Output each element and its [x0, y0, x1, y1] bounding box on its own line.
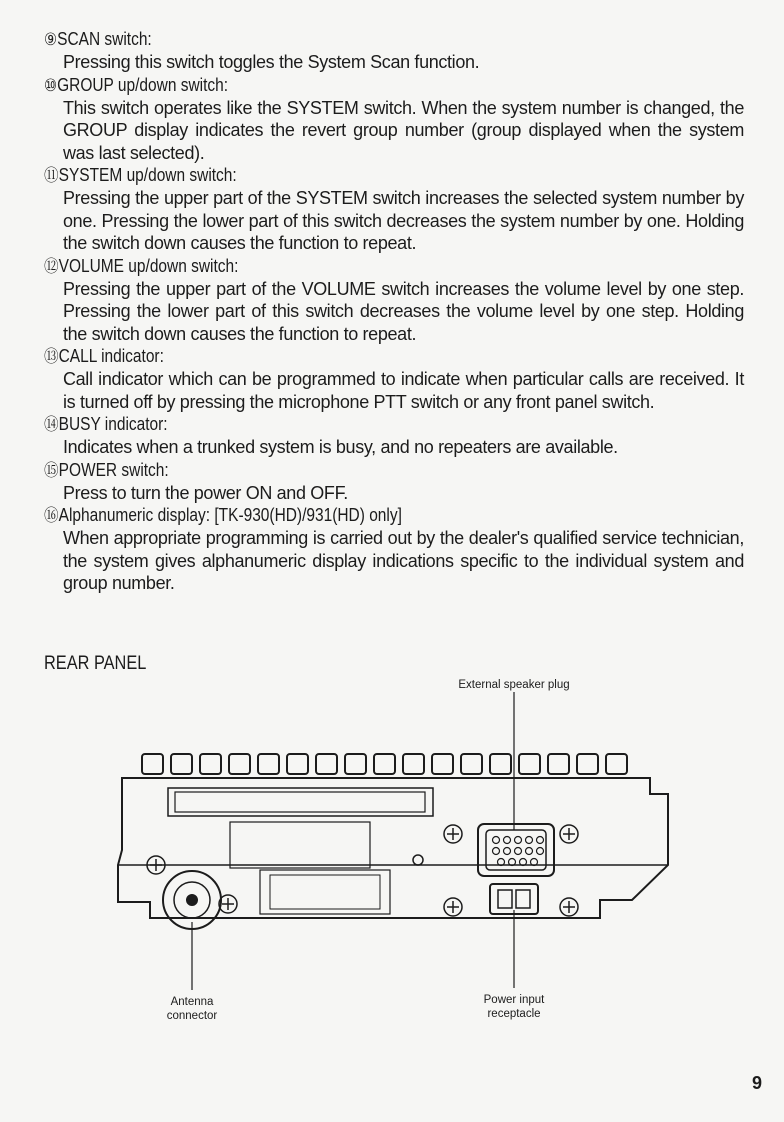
callout-external-speaker: External speaker plug — [458, 679, 570, 691]
item-description: When appropriate programming is carried out by the dealer's qualified service technician, the system gives alphanumeric display indications specific to the individual system and group number. — [63, 528, 744, 593]
rear-panel-heading: REAR PANEL — [44, 653, 147, 674]
speaker-plug-icon — [478, 824, 554, 876]
rear-panel-diagram — [0, 670, 784, 1030]
item-heading — [44, 74, 646, 97]
item-title: CALL indicator: — [58, 346, 164, 366]
item-heading — [44, 459, 646, 482]
item-scan-switch — [44, 28, 744, 74]
item-heading — [44, 413, 646, 436]
item-description: Indicates when a trunked system is busy, and no repeaters are available. — [63, 437, 618, 457]
item-heading — [44, 345, 646, 368]
item-number: ⑩ — [44, 75, 58, 95]
item-number: ⑨ — [44, 30, 58, 49]
page-number: 9 — [751, 1073, 762, 1093]
item-description: Pressing the upper part of the SYSTEM switch increases the selected system number by one. Pressing the lower part of this switch decreases the system number by one. Holding the switch down causes the function to repeat. — [63, 188, 744, 253]
callout-antenna-line2: connector — [166, 1010, 218, 1022]
power-receptacle-icon — [490, 884, 538, 914]
item-title: Alphanumeric display: [TK-930(HD)/931(HD) only] — [58, 505, 402, 525]
callout-power-line1: Power input — [483, 994, 545, 1006]
switch-descriptions — [44, 28, 744, 595]
item-description: Press to turn the power ON and OFF. — [63, 482, 348, 503]
heatsink-fins — [142, 754, 627, 774]
item-title: SCAN switch: — [57, 29, 152, 49]
item-group-switch — [44, 74, 744, 165]
item-heading — [44, 164, 646, 187]
item-number: ⑬ — [44, 347, 59, 366]
item-description: Call indicator which can be programmed to indicate when particular calls are received. It is turned off by pressing the microphone PTT switch or any front panel switch. — [63, 369, 744, 412]
item-number: ⑮ — [44, 460, 59, 480]
antenna-connector-icon — [163, 871, 221, 929]
chassis-outline — [118, 778, 668, 918]
item-title: SYSTEM up/down switch: — [58, 165, 237, 185]
item-power-switch — [44, 459, 744, 505]
callout-power-line2: receptacle — [487, 1008, 541, 1020]
item-call-indicator — [44, 345, 744, 413]
callout-antenna-line1: Antenna — [170, 996, 214, 1008]
item-description: Pressing the upper part of the VOLUME switch increases the volume level by one step. Pressing the lower part of this switch decreases the volume level by one step. Holding the switch down causes the function to repeat. — [63, 278, 744, 344]
item-heading — [44, 28, 646, 51]
item-volume-switch — [44, 255, 744, 346]
item-title: VOLUME up/down switch: — [58, 255, 239, 276]
item-number: ⑭ — [44, 415, 59, 434]
item-heading — [44, 255, 646, 278]
callout-leaders — [192, 692, 514, 990]
item-busy-indicator — [44, 413, 744, 459]
item-alphanumeric-display — [44, 504, 744, 595]
indicator-hole — [413, 855, 423, 865]
item-number: ⑪ — [44, 166, 59, 185]
item-heading — [44, 504, 646, 527]
item-description: This switch operates like the SYSTEM switch. When the system number is changed, the GROUP display indicates the revert group number (group displayed when the system was last selected). — [63, 97, 744, 163]
item-title: GROUP up/down switch: — [57, 74, 229, 95]
item-number: ⑯ — [44, 506, 59, 525]
item-description: Pressing this switch toggles the System Scan function. — [63, 52, 480, 72]
item-title: POWER switch: — [58, 459, 169, 480]
item-system-switch — [44, 164, 744, 255]
item-title: BUSY indicator: — [58, 414, 168, 434]
item-number: ⑫ — [44, 256, 59, 276]
